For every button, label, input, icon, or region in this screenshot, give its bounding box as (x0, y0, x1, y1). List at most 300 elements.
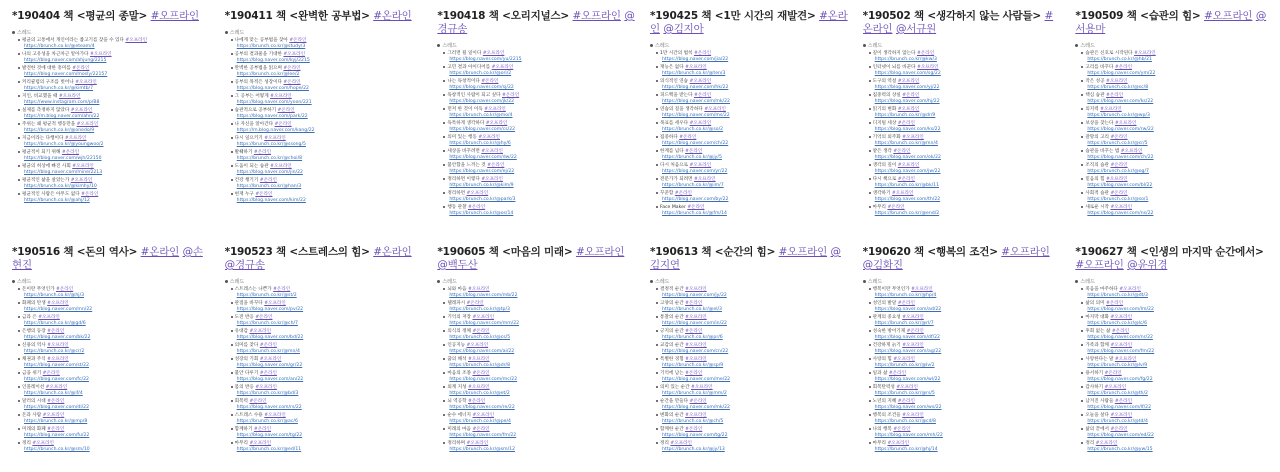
entry-tag-link[interactable]: #온라인 (1111, 329, 1130, 334)
entry-tag-link[interactable]: #온라인 (685, 371, 703, 376)
entry-url-link[interactable]: https://brunch.co.kr/@choi/8 (236, 156, 303, 161)
entry-url-link[interactable]: https://brunch.co.kr/@kimhy/10 (24, 184, 97, 189)
entry-tag-link[interactable]: #온라인 (893, 427, 911, 432)
entry-tag-link[interactable]: #오프라인 (75, 80, 97, 85)
entry-url-link[interactable]: https://brunch.co.kr/@hy/6 (449, 141, 511, 146)
thread-header[interactable] (1075, 278, 1274, 285)
entry-url-link[interactable]: https://brunch.co.kr/@kw/3 (874, 57, 937, 62)
entry-url-link[interactable]: https://blog.naver.com/sg/22 (874, 71, 941, 76)
entry-tag-link[interactable]: #오프라인 (1095, 441, 1118, 446)
entry-tag-link[interactable]: #온라인 (693, 51, 712, 56)
entry-url-link[interactable]: https://blog.naver.com/jw/22 (874, 169, 941, 174)
thread-header[interactable] (437, 278, 636, 285)
entry-tag-link[interactable]: #오프라인 (897, 107, 920, 112)
entry-tag-link[interactable]: #온라인 (481, 79, 499, 84)
entry-tag-link[interactable]: #온라인 (897, 177, 915, 182)
entry-url-link[interactable]: https://brunch.co.kr/@han/3 (236, 184, 302, 189)
channel-tag-link[interactable]: #온라인 (373, 246, 412, 258)
entry-url-link[interactable]: https://blog.naver.com/ok/22 (874, 155, 941, 160)
thread-header[interactable] (12, 278, 211, 285)
entry-tag-link[interactable]: #오프라인 (685, 287, 707, 292)
entry-url-link[interactable]: https://blog.naver.com/bk/22 (24, 335, 91, 340)
entry-tag-link[interactable]: #오프라인 (259, 357, 282, 362)
entry-url-link[interactable]: https://blog.naver.com/ms/22 (662, 113, 730, 118)
entry-url-link[interactable]: https://blog.naver.com/ch/22 (1087, 155, 1154, 160)
entry-tag-link[interactable]: #오프라인 (1110, 413, 1133, 418)
entry-url-link[interactable]: https://brunch.co.kr/@eteam/4 (24, 44, 95, 49)
entry-tag-link[interactable]: #오프라인 (491, 65, 514, 70)
entry-url-link[interactable]: https://brunch.co.kr/@hj/3 (24, 293, 85, 298)
entry-url-link[interactable]: https://blog.naver.com/nr/22 (1087, 335, 1153, 340)
entry-url-link[interactable]: https://blog.naver.com/wjh/22150 (24, 156, 102, 161)
entry-tag-link[interactable]: #오프라인 (481, 177, 503, 182)
entry-url-link[interactable]: https://brunch.co.kr/@bd/3 (236, 391, 299, 396)
entry-url-link[interactable]: https://blog.naver.com/ym/22 (1087, 71, 1156, 76)
entry-url-link[interactable]: https://brunch.co.kr/@td/4 (1087, 419, 1148, 424)
entry-tag-link[interactable]: #오프라인 (1114, 357, 1137, 362)
entry-tag-link[interactable]: #오프라인 (902, 413, 924, 418)
entry-url-link[interactable]: https://blog.naver.com/jin/22 (236, 170, 303, 175)
entry-url-link[interactable]: https://blog.naver.com/yj/22 (874, 85, 940, 90)
entry-tag-link[interactable]: #온라인 (1104, 371, 1122, 376)
entry-url-link[interactable]: https://blog.naver.com/ch/22 (662, 141, 729, 146)
entry-tag-link[interactable]: #오프라인 (893, 357, 915, 362)
entry-tag-link[interactable]: #오프라인 (64, 136, 87, 141)
entry-url-link[interactable]: https://brunch.co.kr/@ch/7 (236, 321, 298, 326)
entry-tag-link[interactable]: #온라인 (472, 427, 490, 432)
entry-url-link[interactable]: https://blog.naver.com/yu/2215 (449, 57, 522, 62)
entry-url-link[interactable]: https://blog.naver.com/re/22 (449, 405, 515, 410)
entry-tag-link[interactable]: #온라인 (55, 287, 74, 292)
entry-url-link[interactable]: https://blog.naver.com/mm/22 (449, 321, 520, 326)
thread-header[interactable] (437, 42, 636, 49)
channel-tag-link[interactable]: #오프라인 (572, 10, 621, 22)
entry-url-link[interactable]: https://brunch.co.kr/@dr/9 (874, 113, 936, 118)
entry-tag-link[interactable]: #오프라인 (1106, 177, 1128, 182)
entry-tag-link[interactable]: #온라인 (466, 301, 484, 306)
entry-tag-link[interactable]: #온라인 (255, 192, 273, 197)
entry-url-link[interactable]: https://brunch.co.kr/@pr/6 (662, 335, 723, 340)
entry-tag-link[interactable]: #온라인 (916, 51, 935, 56)
entry-tag-link[interactable]: #온라인 (253, 150, 272, 155)
thread-header[interactable] (12, 29, 211, 36)
entry-url-link[interactable]: https://blog.naver.com/mk/22 (662, 405, 730, 410)
channel-tag-link[interactable]: #온라인 (140, 246, 180, 258)
entry-tag-link[interactable]: #온라인 (47, 329, 65, 334)
entry-tag-link[interactable]: #온라인 (693, 93, 712, 98)
entry-tag-link[interactable]: #오프라인 (32, 441, 54, 446)
entry-url-link[interactable]: https://blog.naver.com/st/22 (24, 363, 89, 368)
entry-tag-link[interactable]: #온라인 (42, 371, 60, 376)
entry-tag-link[interactable]: #오프라인 (255, 385, 277, 390)
entry-url-link[interactable]: https://brunch.co.kr/@mm/2 (662, 391, 727, 396)
entry-url-link[interactable]: https://blog.naver.com/fu/22 (24, 433, 90, 438)
entry-url-link[interactable]: https://blog.naver.com/me/22 (662, 377, 731, 382)
entry-tag-link[interactable]: #오프라인 (72, 164, 94, 169)
entry-tag-link[interactable]: #오프라인 (902, 343, 924, 348)
entry-tag-link[interactable]: #오프라인 (1110, 343, 1133, 348)
entry-tag-link[interactable]: #온라인 (283, 80, 301, 85)
entry-url-link[interactable]: https://brunch.co.kr/@rs/5 (874, 391, 935, 396)
entry-url-link[interactable]: https://brunch.co.kr/@ten/3 (662, 71, 726, 76)
entry-tag-link[interactable]: #오프라인 (481, 149, 503, 154)
entry-tag-link[interactable]: #온라인 (902, 93, 920, 98)
entry-tag-link[interactable]: #온라인 (274, 122, 292, 127)
entry-tag-link[interactable]: #오프라인 (283, 52, 306, 57)
entry-tag-link[interactable]: #오프라인 (685, 343, 707, 348)
entry-url-link[interactable]: https://blog.naver.com/hk/22 (662, 85, 729, 90)
entry-url-link[interactable]: https://blog.naver.com/ai/22 (449, 349, 515, 354)
entry-url-link[interactable]: https://brunch.co.kr/@mo/4 (449, 113, 513, 118)
entry-url-link[interactable]: https://blog.naver.com/ahjung/2215 (24, 58, 107, 63)
entry-tag-link[interactable]: #온라인 (487, 163, 505, 168)
entry-tag-link[interactable]: #온라인 (472, 371, 490, 376)
entry-tag-link[interactable]: #온라인 (283, 66, 301, 71)
entry-tag-link[interactable]: #온라인 (72, 66, 90, 71)
entry-url-link[interactable]: https://brunch.co.kr/@pe/4 (449, 419, 511, 424)
entry-tag-link[interactable]: #온라인 (273, 287, 291, 292)
entry-url-link[interactable]: https://brunch.co.kr/@cd/8 (874, 419, 936, 424)
entry-tag-link[interactable]: #오프라인 (693, 177, 716, 182)
entry-url-link[interactable]: https://brunch.co.kr/@hb/21 (1087, 57, 1152, 62)
entry-tag-link[interactable]: #오프라인 (685, 357, 707, 362)
entry-url-link[interactable]: https://brunch.co.kr/@wp/3 (1087, 113, 1150, 118)
entry-url-link[interactable]: https://www.instagram.com/p/B8 (24, 100, 100, 105)
entry-url-link[interactable]: https://blog.naver.com/pv/22 (236, 307, 304, 312)
entry-tag-link[interactable]: #온라인 (897, 399, 915, 404)
entry-url-link[interactable]: https://brunch.co.kr/@ori/2 (449, 71, 512, 76)
entry-url-link[interactable]: https://blog.naver.com/cn/22 (662, 349, 729, 354)
entry-tag-link[interactable]: #오프라인 (1110, 205, 1133, 210)
entry-url-link[interactable]: https://brunch.co.kr/@el/3 (662, 307, 722, 312)
entry-tag-link[interactable]: #온라인 (255, 315, 273, 320)
entry-tag-link[interactable]: #온라인 (906, 329, 924, 334)
entry-url-link[interactable]: https://brunch.co.kr/@mn/4 (874, 141, 938, 146)
entry-url-link[interactable]: https://brunch.co.kr/@bk/11 (874, 183, 940, 188)
entry-tag-link[interactable]: #오프라인 (691, 385, 713, 390)
entry-tag-link[interactable]: #온라인 (47, 427, 65, 432)
entry-url-link[interactable]: https://brunch.co.kr/@ed/11 (236, 447, 302, 452)
entry-url-link[interactable]: https://blog.naver.com/cs/22 (449, 127, 516, 132)
entry-url-link[interactable]: https://blog.naver.com/park/22 (236, 114, 308, 119)
entry-url-link[interactable]: https://m.blog.naver.com/ahn/22 (24, 114, 100, 119)
entry-url-link[interactable]: https://blog.naver.com/jk/22 (449, 99, 515, 104)
channel-tag-link[interactable]: #오프라인 (778, 246, 828, 258)
entry-tag-link[interactable]: #오프라인 (125, 38, 148, 43)
entry-url-link[interactable]: https://brunch.co.kr/@so/2 (662, 127, 724, 132)
entry-tag-link[interactable]: #온라인 (61, 150, 80, 155)
entry-url-link[interactable]: https://blog.naver.com/mk/22 (662, 99, 730, 104)
entry-url-link[interactable]: https://brunch.co.kr/@kim/9 (449, 183, 514, 188)
entry-tag-link[interactable]: #오프라인 (468, 385, 490, 390)
entry-url-link[interactable]: https://brunch.co.kr/@kimtb/7 (24, 86, 93, 91)
entry-url-link[interactable]: https://m.blog.naver.com/kang/22 (236, 128, 315, 133)
entry-url-link[interactable]: https://brunch.co.kr/@study/3 (236, 44, 306, 49)
entry-url-link[interactable]: https://blog.naver.com/mh/22 (874, 433, 943, 438)
person-mention-link[interactable]: @서규원 (895, 23, 937, 35)
entry-url-link[interactable]: https://blog.naver.com/mb/22 (449, 293, 518, 298)
entry-tag-link[interactable]: #오프라인 (685, 65, 707, 70)
entry-url-link[interactable]: https://brunch.co.kr/@end/2 (874, 211, 940, 216)
entry-tag-link[interactable]: #오프라인 (1119, 287, 1141, 292)
entry-tag-link[interactable]: #오프라인 (1134, 51, 1156, 56)
entry-url-link[interactable]: https://blog.naver.com/mc/22 (449, 377, 518, 382)
entry-tag-link[interactable]: #오프라인 (897, 79, 920, 84)
entry-url-link[interactable]: https://blog.naver.com/kim/22 (236, 198, 306, 203)
entry-url-link[interactable]: https://blog.naver.com/rw/22 (1087, 127, 1154, 132)
entry-url-link[interactable]: https://brunch.co.kr/@mp/8 (24, 419, 88, 424)
entry-url-link[interactable]: https://brunch.co.kr/@ssong/5 (236, 142, 306, 147)
entry-tag-link[interactable]: #온라인 (1110, 135, 1128, 140)
entry-url-link[interactable]: https://brunch.co.kr/@fm/14 (662, 211, 727, 216)
entry-tag-link[interactable]: #오프라인 (466, 441, 489, 446)
entry-tag-link[interactable]: #오프라인 (916, 65, 939, 70)
thread-header[interactable] (863, 278, 1062, 285)
entry-tag-link[interactable]: #온라인 (468, 399, 486, 404)
entry-tag-link[interactable]: #오프라인 (270, 164, 292, 169)
channel-tag-link[interactable]: #온라인 (650, 10, 848, 35)
entry-tag-link[interactable]: #온라인 (81, 192, 99, 197)
entry-tag-link[interactable]: #오프라인 (897, 163, 920, 168)
entry-tag-link[interactable]: #오프라인 (689, 79, 712, 84)
entry-url-link[interactable]: https://blog.naver.com/fm/22 (449, 433, 517, 438)
entry-url-link[interactable]: https://brunch.co.kr/@sc/8 (1087, 85, 1149, 90)
entry-url-link[interactable]: https://blog.naver.com/fg/22 (1087, 377, 1153, 382)
entry-url-link[interactable]: https://brunch.co.kr/@ahj/12 (24, 198, 90, 203)
entry-tag-link[interactable]: #오프라인 (47, 343, 69, 348)
entry-url-link[interactable]: https://brunch.co.kr/@dr/8 (449, 363, 511, 368)
entry-tag-link[interactable]: #온라인 (685, 329, 703, 334)
entry-tag-link[interactable]: #온라인 (689, 399, 707, 404)
entry-tag-link[interactable]: #온라인 (277, 108, 295, 113)
entry-tag-link[interactable]: #오프라인 (689, 121, 712, 126)
entry-url-link[interactable]: https://brunch.co.kr/@lee/2 (236, 72, 300, 77)
entry-url-link[interactable]: https://brunch.co.kr/@th/2 (1087, 391, 1148, 396)
thread-header[interactable] (650, 278, 849, 285)
thread-header[interactable] (650, 42, 849, 49)
entry-url-link[interactable]: https://brunch.co.kr/@sm/10 (24, 447, 90, 452)
entry-tag-link[interactable]: #온라인 (1114, 65, 1133, 70)
entry-url-link[interactable]: https://brunch.co.kr/@onedo/9 (24, 128, 95, 133)
entry-url-link[interactable]: https://brunch.co.kr/@so/1 (1087, 197, 1149, 202)
entry-url-link[interactable]: https://brunch.co.kr/@dt/3 (1087, 293, 1148, 298)
entry-url-link[interactable]: https://blog.naver.com/an/22 (236, 377, 304, 382)
entry-url-link[interactable]: https://brunch.co.kr/@ch/5 (662, 419, 724, 424)
entry-tag-link[interactable]: #오프라인 (47, 301, 69, 306)
entry-tag-link[interactable]: #온라인 (1106, 301, 1124, 306)
thread-header[interactable] (225, 278, 424, 285)
entry-url-link[interactable]: https://blog.naver.com/th/22 (874, 197, 941, 202)
entry-url-link[interactable]: https://brunch.co.kr/@hj/14 (874, 447, 938, 452)
person-mention-link[interactable]: @김지연 (650, 246, 841, 271)
entry-tag-link[interactable]: #오프라인 (478, 135, 500, 140)
entry-tag-link[interactable]: #온라인 (468, 205, 486, 210)
entry-tag-link[interactable]: #온라인 (897, 121, 915, 126)
entry-tag-link[interactable]: #오프라인 (484, 107, 506, 112)
entry-tag-link[interactable]: #오프라인 (466, 191, 489, 196)
entry-tag-link[interactable]: #온라인 (289, 38, 307, 43)
entry-url-link[interactable]: https://brunch.co.kr/@im/7 (662, 183, 724, 188)
channel-tag-link[interactable]: #오프라인 (575, 246, 625, 258)
entry-tag-link[interactable]: #온라인 (259, 178, 277, 183)
entry-url-link[interactable]: https://blog.naver.com/mine/2213 (24, 170, 103, 175)
entry-tag-link[interactable]: #온라인 (893, 149, 911, 154)
entry-url-link[interactable]: https://blog.naver.com/ks/22 (874, 127, 941, 132)
person-mention-link[interactable]: @서용마 (1075, 10, 1267, 35)
entry-tag-link[interactable]: #온라인 (685, 427, 703, 432)
entry-tag-link[interactable]: #오프라인 (89, 52, 112, 57)
entry-tag-link[interactable]: #오프라인 (887, 441, 910, 446)
entry-tag-link[interactable]: #오프라인 (1104, 385, 1127, 390)
entry-tag-link[interactable]: #온라인 (1110, 191, 1128, 196)
channel-tag-link[interactable]: #오프라인 (1001, 246, 1050, 258)
entry-tag-link[interactable]: #오프라인 (685, 413, 707, 418)
entry-tag-link[interactable]: #오프라인 (38, 315, 60, 320)
entry-tag-link[interactable]: #오프라인 (902, 315, 924, 320)
entry-url-link[interactable]: https://blog.naver.com/lf/22 (1087, 405, 1152, 410)
entry-tag-link[interactable]: #온라인 (887, 205, 905, 210)
entry-tag-link[interactable]: #오프라인 (689, 163, 712, 168)
entry-tag-link[interactable]: #온라인 (679, 135, 697, 140)
entry-tag-link[interactable]: #오프라인 (472, 315, 495, 320)
entry-tag-link[interactable]: #온라인 (687, 205, 705, 210)
entry-tag-link[interactable]: #오프라인 (685, 315, 707, 320)
entry-url-link[interactable]: https://blog.naver.com/dl/22 (24, 405, 89, 410)
entry-url-link[interactable]: https://blog.naver.com/in/22 (662, 321, 727, 326)
person-mention-link[interactable]: @백두산 (437, 259, 478, 271)
channel-tag-link[interactable]: #온라인 (862, 10, 1054, 35)
entry-tag-link[interactable]: #온라인 (249, 399, 267, 404)
entry-url-link[interactable]: https://blog.naver.com/bl/22 (1087, 183, 1153, 188)
entry-url-link[interactable]: https://brunch.co.kr/@sm/12 (449, 447, 515, 452)
entry-url-link[interactable]: https://blog.naver.com/jy/22 (662, 293, 727, 298)
entry-url-link[interactable]: https://blog.naver.com/rs/22 (236, 405, 302, 410)
entry-url-link[interactable]: https://blog.naver.com/fc/22 (24, 377, 89, 382)
entry-url-link[interactable]: https://blog.naver.com/ks/22 (1087, 99, 1154, 104)
channel-tag-link[interactable]: #오프라인 (1204, 10, 1253, 22)
entry-tag-link[interactable]: #오프라인 (670, 441, 692, 446)
entry-tag-link[interactable]: #오프라인 (896, 385, 918, 390)
person-mention-link[interactable]: @손현진 (12, 246, 203, 271)
entry-url-link[interactable]: https://blog.naver.com/wl/22 (874, 377, 941, 382)
thread-header[interactable] (1075, 42, 1274, 49)
entry-tag-link[interactable]: #오프라인 (911, 287, 933, 292)
entry-url-link[interactable]: https://brunch.co.kr/@cr/5 (1087, 141, 1148, 146)
entry-tag-link[interactable]: #오프라인 (466, 343, 489, 348)
entry-url-link[interactable]: https://blog.naver.com/tg/22 (236, 433, 303, 438)
entry-url-link[interactable]: https://blog.naver.com/by/22 (662, 197, 729, 202)
entry-url-link[interactable]: https://blog.naver.com/tg/22 (662, 433, 728, 438)
entry-tag-link[interactable]: #오프라인 (472, 413, 495, 418)
thread-header[interactable] (863, 42, 1062, 49)
entry-tag-link[interactable]: #온라인 (472, 329, 490, 334)
entry-tag-link[interactable]: #오프라인 (1110, 315, 1133, 320)
entry-tag-link[interactable]: #오프라인 (264, 413, 286, 418)
entry-url-link[interactable]: https://blog.naver.com/yr/22 (662, 169, 728, 174)
entry-url-link[interactable]: https://blog.naver.com/mosly/22157 (24, 72, 108, 77)
entry-tag-link[interactable]: #오프라인 (76, 122, 99, 127)
entry-url-link[interactable]: https://blog.naver.com/lm/22 (1087, 307, 1154, 312)
entry-url-link[interactable]: https://blog.naver.com/fm/22 (1087, 349, 1155, 354)
entry-url-link[interactable]: https://brunch.co.kr/@jy/13 (662, 447, 725, 452)
entry-tag-link[interactable]: #온라인 (1110, 163, 1128, 168)
channel-tag-link[interactable]: #오프라인 (1075, 259, 1124, 271)
entry-url-link[interactable]: https://brunch.co.kr/@og/7 (1087, 169, 1149, 174)
entry-tag-link[interactable]: #오프라인 (468, 357, 490, 362)
entry-url-link[interactable]: https://brunch.co.kr/@cr/2 (24, 349, 85, 354)
entry-url-link[interactable]: https://blog.naver.com/ws/22 (874, 405, 942, 410)
entry-tag-link[interactable]: #오프라인 (485, 121, 508, 126)
entry-url-link[interactable]: https://brunch.co.kr/@ac/6 (236, 419, 298, 424)
entry-url-link[interactable]: https://brunch.co.kr/@os/14 (449, 211, 514, 216)
entry-url-link[interactable]: https://brunch.co.kr/@st/2 (236, 293, 297, 298)
entry-url-link[interactable]: https://blog.naver.com/mn/22 (24, 307, 93, 312)
entry-tag-link[interactable]: #온라인 (501, 93, 520, 98)
entry-tag-link[interactable]: #오프라인 (891, 191, 914, 196)
entry-url-link[interactable]: https://brunch.co.kr/@jy/5 (662, 155, 722, 160)
entry-tag-link[interactable]: #오프라인 (902, 135, 924, 140)
entry-url-link[interactable]: https://blog.naver.com/ns/22 (1087, 211, 1154, 216)
entry-tag-link[interactable]: #온라인 (47, 399, 65, 404)
person-mention-link[interactable]: @김지아 (663, 23, 704, 35)
entry-tag-link[interactable]: #온라인 (259, 343, 277, 348)
entry-tag-link[interactable]: #온라인 (685, 149, 703, 154)
entry-url-link[interactable]: https://blog.naver.com/yoon/221 (236, 100, 312, 105)
entry-tag-link[interactable]: #오프라인 (58, 94, 81, 99)
entry-url-link[interactable]: https://brunch.co.kr/@cs/5 (449, 335, 511, 340)
channel-tag-link[interactable]: #오프라인 (150, 10, 199, 22)
entry-url-link[interactable]: https://brunch.co.kr/@youngwoo/2 (24, 142, 104, 147)
entry-url-link[interactable]: https://brunch.co.kr/@mn/4 (236, 349, 300, 354)
entry-url-link[interactable]: https://brunch.co.kr/@lv/2 (874, 363, 935, 368)
entry-url-link[interactable]: https://blog.naver.com/hj/22 (874, 99, 940, 104)
person-mention-link[interactable]: @김화진 (862, 259, 903, 271)
entry-tag-link[interactable]: #오프라인 (70, 178, 93, 183)
entry-url-link[interactable]: https://brunch.co.kr/@yw/15 (1087, 447, 1153, 452)
entry-tag-link[interactable]: #오프라인 (270, 94, 292, 99)
entry-tag-link[interactable]: #온라인 (685, 301, 703, 306)
entry-tag-link[interactable]: #오프라인 (704, 107, 726, 112)
entry-tag-link[interactable]: #온라인 (1110, 427, 1128, 432)
entry-tag-link[interactable]: #오프라인 (249, 329, 272, 334)
entry-tag-link[interactable]: #오프라인 (47, 357, 69, 362)
entry-url-link[interactable]: https://brunch.co.kr/@rl/7 (874, 321, 934, 326)
entry-url-link[interactable]: https://blog.naver.com/jia/22 (662, 57, 729, 62)
entry-url-link[interactable]: https://blog.naver.com/ed/22 (1087, 433, 1154, 438)
entry-url-link[interactable]: https://brunch.co.kr/@tp/3 (449, 307, 510, 312)
entry-tag-link[interactable]: #오프라인 (1120, 149, 1143, 154)
entry-tag-link[interactable]: #오프라인 (45, 385, 68, 390)
entry-tag-link[interactable]: #오프라인 (468, 287, 490, 292)
entry-url-link[interactable]: https://brunch.co.kr/@lc/6 (1087, 321, 1147, 326)
entry-tag-link[interactable]: #오프라인 (70, 108, 93, 113)
entry-tag-link[interactable]: #오프라인 (249, 441, 272, 446)
entry-url-link[interactable]: https://brunch.co.kr/@hp/4 (874, 293, 937, 298)
entry-url-link[interactable]: https://brunch.co.kr/@lv/9 (1087, 363, 1148, 368)
entry-tag-link[interactable]: #온라인 (1106, 93, 1124, 98)
entry-url-link[interactable]: https://blog.naver.com/gr/22 (236, 363, 303, 368)
entry-url-link[interactable]: https://blog.naver.com/ag/22 (874, 349, 942, 354)
person-mention-link[interactable]: @경규송 (437, 10, 635, 35)
person-mention-link[interactable]: @경규송 (224, 259, 265, 271)
entry-tag-link[interactable]: #오프라인 (42, 413, 65, 418)
person-mention-link[interactable]: @윤위경 (1127, 259, 1168, 271)
entry-tag-link[interactable]: #오프라인 (264, 136, 286, 141)
entry-tag-link[interactable]: #온라인 (259, 371, 277, 376)
entry-tag-link[interactable]: #온라인 (674, 191, 692, 196)
entry-tag-link[interactable]: #오프라인 (1114, 121, 1137, 126)
entry-url-link[interactable]: https://blog.naver.com/bd/22 (236, 335, 304, 340)
